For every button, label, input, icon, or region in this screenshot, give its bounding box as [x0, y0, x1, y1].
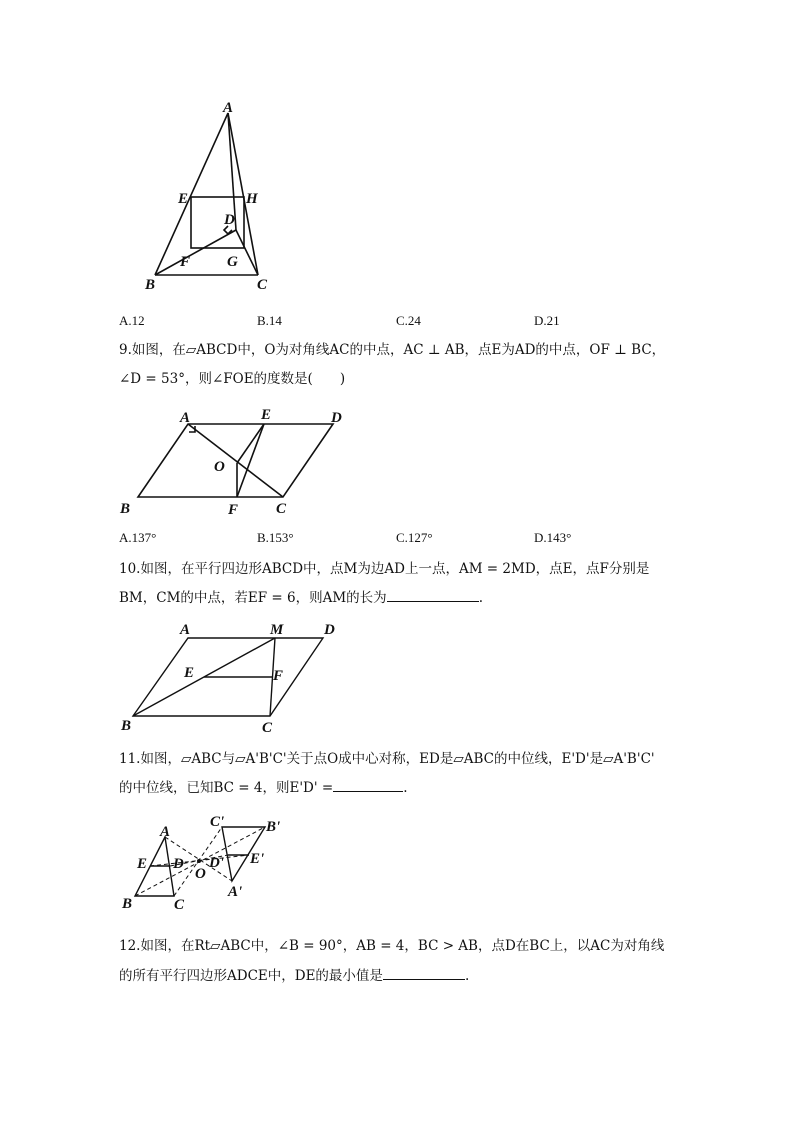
q10-label-B: B — [121, 718, 132, 734]
q9-label-A: A — [180, 410, 191, 426]
q8-option-c: C.24 — [396, 313, 421, 328]
q10-label-D: D — [324, 622, 335, 638]
q9-option-c: C.127° — [396, 530, 433, 545]
q9-text-line1: 9.如图，在▱ABCD中，O为对角线AC的中点，AC ⊥ AB，点E为AD的中点，OF ⊥ BC， — [119, 342, 666, 358]
q8-label-D: D — [224, 212, 235, 228]
q8-label-F: F — [180, 254, 191, 270]
q9-label-C: C — [276, 501, 287, 517]
q11-label-B-prime: B' — [266, 819, 281, 835]
q12-text-line2: 的所有平行四边形ADCE中，DE的最小值是 . — [119, 962, 469, 990]
q8-label-C: C — [257, 277, 268, 293]
q9-option-a: A.137° — [119, 530, 157, 545]
q10-label-A: A — [180, 622, 191, 638]
q10-label-C: C — [262, 720, 273, 736]
q9-label-B: B — [120, 501, 131, 517]
q11-label-C-prime: C' — [210, 814, 225, 830]
q8-option-a: A.12 — [119, 313, 145, 328]
q8-option-d: D.21 — [534, 313, 560, 328]
q10-label-M: M — [270, 622, 284, 638]
q9-label-D: D — [331, 410, 342, 426]
q9-label-O: O — [214, 459, 225, 475]
q9-option-d: D.143° — [534, 530, 572, 545]
q9-option-b: B.153° — [257, 530, 294, 545]
q11-answer-blank[interactable] — [333, 777, 403, 792]
q8-label-A: A — [223, 100, 234, 116]
q10-label-F: F — [273, 668, 284, 684]
q8-label-G: G — [227, 254, 238, 270]
q8-label-B: B — [145, 277, 156, 293]
q9-label-F: F — [228, 502, 239, 518]
q8-option-b: B.14 — [257, 313, 282, 328]
q10-text-line1: 10.如图，在平行四边形ABCD中，点M为边AD上一点，AM = 2MD，点E，点F分别是 — [119, 561, 650, 577]
q8-label-H: H — [246, 191, 258, 207]
q11-label-E: E — [137, 856, 148, 872]
q11-label-D-prime: D' — [209, 855, 224, 871]
q11-label-D: D — [173, 856, 184, 872]
q11-label-O: O — [195, 866, 206, 882]
q11-label-E-prime: E' — [250, 851, 265, 867]
q11-figure — [118, 810, 298, 915]
q8-figure — [140, 100, 280, 300]
q11-label-A-prime: A' — [228, 884, 243, 900]
q10-text-line2: BM，CM的中点，若EF = 6，则AM的长为 . — [119, 584, 483, 612]
q8-label-E: E — [178, 191, 189, 207]
q11-label-A: A — [160, 824, 171, 840]
q12-answer-blank[interactable] — [383, 965, 465, 980]
q10-label-E: E — [184, 665, 195, 681]
q9-label-E: E — [261, 407, 272, 423]
q11-text-line2: 的中位线，已知BC = 4，则E'D' = . — [119, 774, 407, 802]
q10-figure — [118, 620, 348, 740]
q11-label-C: C — [174, 897, 185, 913]
q9-text-line2: ∠D = 53°，则∠FOE的度数是( ) — [119, 371, 346, 387]
q11-label-B: B — [122, 896, 133, 912]
q9-figure — [118, 402, 358, 517]
q11-text-line1: 11.如图，▱ABC与▱A'B'C'关于点O成中心对称，ED是▱ABC的中位线，E'D'是▱A'B'C' — [119, 751, 655, 767]
q12-text-line1: 12.如图，在Rt▱ABC中，∠B = 90°，AB = 4，BC > AB，点D在BC上，以AC为对角线 — [119, 938, 665, 954]
q10-answer-blank[interactable] — [387, 587, 479, 602]
